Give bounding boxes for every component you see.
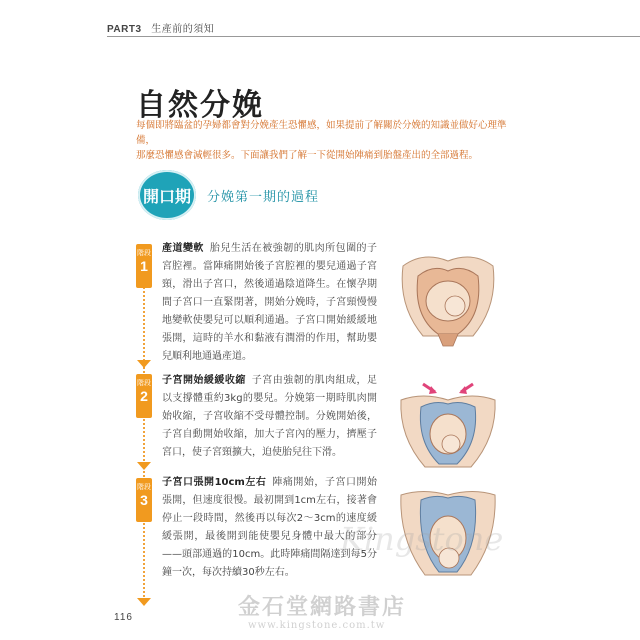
stage-body: 陣痛開始，子宮口開始張開，但速度很慢。最初開到1cm左右，接著會停止一段時間，然後再以每次2～3cm的速度緩緩張開，最後開到能使嬰兒身體中最大的部分——頭部通過的10cm。此時陣痛間隔達到每5分鐘一次，每次持續30秒左右。 [162,477,377,578]
stage-tag-3 [136,478,152,522]
stage-heading: 子宮開始緩緩收縮 [162,375,246,386]
timeline-arrow [137,598,151,606]
timeline-line [143,280,145,600]
running-header [107,20,214,35]
stage-body: 胎兒生活在被強韌的肌肉所包圍的子宮腔裡。當陣痛開始後子宮腔裡的嬰兒通過子宮頸，滑出子宮口，然後通過陰道降生。在懷孕期間子宮口一直緊閉著，開始分娩時，子宮頸慢慢地變軟使嬰兒可以順利通過。子宮口開始緩緩地張開，這時的羊水和黏液有潤滑的作用，幫助嬰兒順利地通過產道。 [162,243,378,362]
stage-tag-label: 階段 [137,249,151,257]
stage-tag-label: 階段 [137,483,151,491]
timeline-arrow [137,462,151,470]
stage-tag-2 [136,374,152,418]
intro-line: 每個即將臨盆的孕婦都會對分娩產生恐懼感，如果提前了解關於分娩的知識並做好心理準備， [136,120,507,146]
intro-paragraph [136,118,516,163]
page-title: 自然分娩 [136,88,264,123]
header-divider [107,36,640,37]
stage-text-1 [162,240,377,366]
stage-heading: 子宮口張開10cm左右 [162,477,267,488]
stage-tag-number: 3 [140,492,148,508]
watermark-store-name: 金石堂網路書店 [238,594,407,620]
phase-badge [138,170,196,220]
watermark-url: www.kingstone.com.tw [248,620,386,631]
stage-heading: 產道變軟 [162,243,204,254]
section-label: 生產前的須知 [151,24,215,35]
page-number: 116 [114,612,133,623]
watermark-script: Kingstone [340,520,504,558]
stage-text-2 [162,372,377,462]
intro-line: 那麼恐懼感會減輕很多。下面讓我們了解一下從開始陣痛到胎盤產出的全部過程。 [136,150,479,161]
uterus-illustration-2 [393,372,503,477]
stage-body: 子宮由強韌的肌肉組成，足以支撐體重約3kg的嬰兒。分娩第一期時肌肉開始收縮，子宮收縮不受母體控制。分娩開始後，子宮自動開始收縮，加大子宮內的壓力，擠壓子宮口，使子宮頸擴大，迫使胎兒往下滑。 [162,375,378,458]
stage-tag-label: 階段 [137,379,151,387]
uterus-illustration-1 [393,246,503,351]
stage-tag-number: 1 [140,258,148,274]
stage-tag-number: 2 [140,388,148,404]
phase-title: 分娩第一期的過程 [207,190,320,205]
timeline-arrow [137,360,151,368]
phase-badge-label: 開口期 [142,186,191,206]
stage-tag-1 [136,244,152,288]
part-label: PART3 [107,24,142,35]
